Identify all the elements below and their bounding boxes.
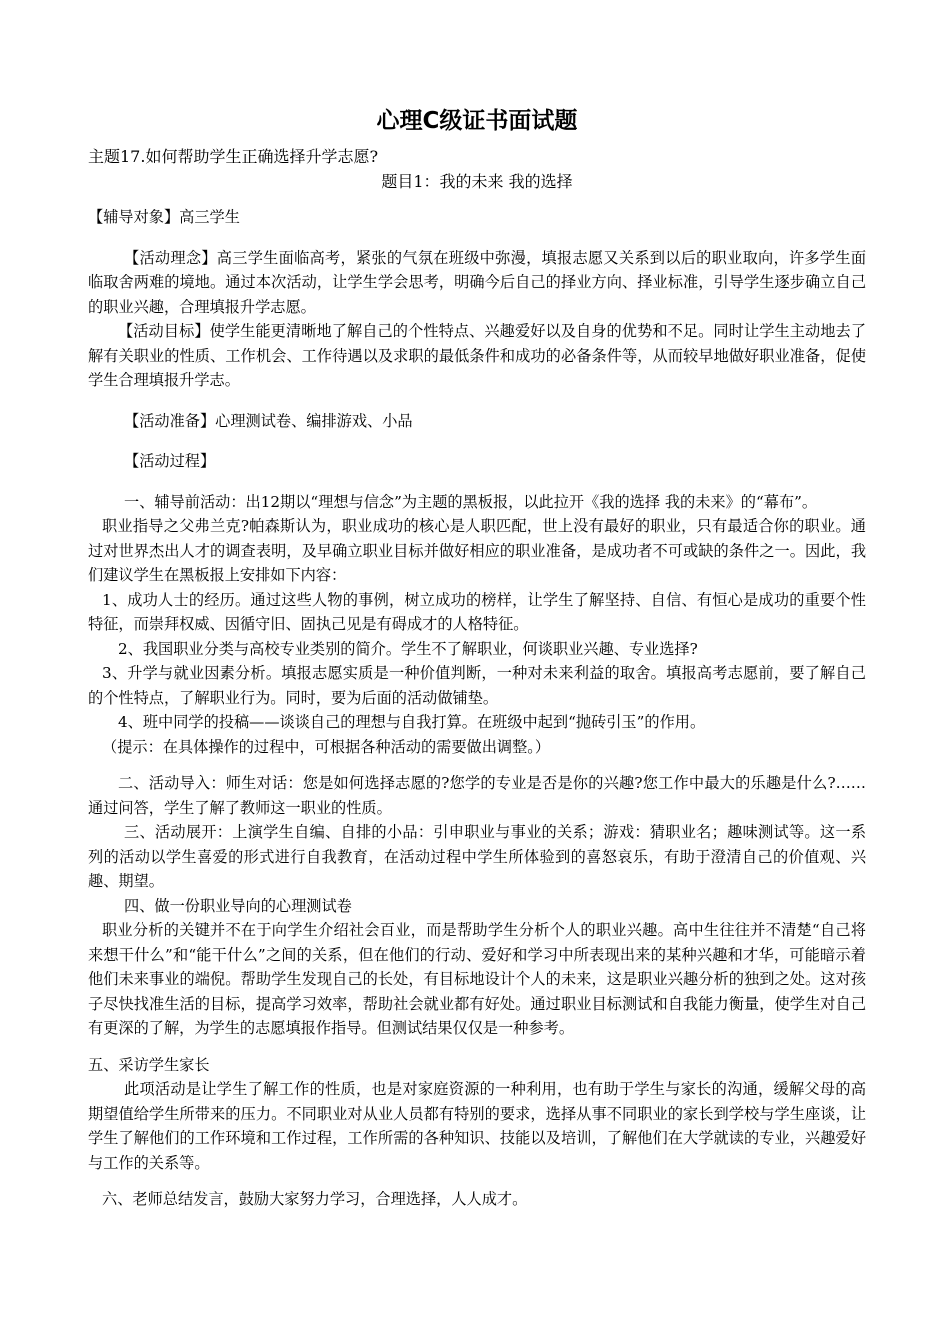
step-1-pre-activity: 一、辅导前活动：出12期以“理想与信念”为主题的黑板报，以此拉开《我的选择 我的未来》的“幕布”。 [124,492,818,511]
document-title: 心理C级证书面试题 [376,108,578,134]
document-page [88,100,866,1212]
career-analysis-paragraph: 职业分析的关键并不在于向学生介绍社会百业，而是帮助学生分析个人的职业兴趣。高中生往往并不清楚“自己将来想干什么”和“能干什么”之间的关系，但在他们的行动、爱好和学习中所表现出来的某种兴趣和才华，可能暗示着他们未来事业的端倪。帮助学生发现自己的长处，有目标地设计个人的未来，这是职业兴趣分析的独到之处。这对孩子尽快找准生活的目标，提高学习效率，帮助社会就业都有好处。通过职业目标测试和自我能力衡量，使学生对自己有更深的了解，为学生的志愿填报作指导。但测试结果仅仅是一种参考。 [88,921,866,1037]
subtitle-heading: 题目1：我的未来 我的选择 [381,172,573,191]
activity-goal: 【活动目标】使学生能更清晰地了解自己的个性特点、兴趣爱好以及自身的优势和不足。同时让学生主动地去了解有关职业的性质、工作机会、工作待遇以及求职的最低条件和成功的必备条件等，从而较早地做好职业准备，促使学生合理填报升学志。 [88,322,866,389]
parent-interview-paragraph: 此项活动是让学生了解工作的性质，也是对家庭资源的一种利用，也有助于学生与家长的沟通，缓解父母的高期望值给学生所带来的压力。不同职业对从业人员都有特别的要求，选择从事不同职业的家长到学校与学生座谈，让学生了解他们的工作环境和工作过程，工作所需的各种知识、技能以及培训，了解他们在大学就读的专业，兴趣爱好与工作的关系等。 [88,1080,866,1172]
list-item-4: 4、班中同学的投稿——谈谈自己的理想与自我打算。在班级中起到“抛砖引玉”的作用。 [118,713,706,731]
topic-heading: 主题17.如何帮助学生正确选择升学志愿? [88,147,379,166]
step-4-heading: 四、做一份职业导向的心理测试卷 [124,896,352,915]
list-item-1: 1、成功人士的经历。通过这些人物的事例，树立成功的榜样，让学生了解坚持、自信、有恒心是成功的重要个性特征，而崇拜权威、因循守旧、固执己见是有碍成才的人格特征。 [88,590,866,633]
target-audience: 【辅导对象】高三学生 [88,208,240,226]
activity-preparation: 【活动准备】心理测试卷、编排游戏、小品 [124,411,413,430]
step-5-heading: 五、采访学生家长 [88,1055,210,1074]
list-item-3: 3、升学与就业因素分析。填报志愿实质是一种价值判断，一种对未来利益的取舍。填报高考志愿前，要了解自己的个性特点，了解职业行为。同时，要为后面的活动做铺垫。 [88,664,866,707]
activity-concept: 【活动理念】高三学生面临高考，紧张的气氛在班级中弥漫，填报志愿又关系到以后的职业取向，许多学生面临取舍两难的境地。通过本次活动，让学生学会思考，明确今后自己的择业方向、择业标准，引导学生逐步确立自己的职业兴趣，合理填报升学志愿。 [88,248,866,316]
parsons-paragraph: 职业指导之父弗兰克?帕森斯认为，职业成功的核心是人职匹配，世上没有最好的职业，只有最适合你的职业。通过对世界杰出人才的调查表明，及早确立职业目标并做好相应的职业准备，是成功者不可或缺的条件之一。因此，我们建议学生在黑板报上安排如下内容： [88,517,866,584]
tip-note: （提示：在具体操作的过程中，可根据各种活动的需要做出调整。） [102,737,551,756]
step-6-summary: 六、老师总结发言，鼓励大家努力学习，合理选择，人人成才。 [102,1190,528,1208]
activity-process-heading: 【活动过程】 [124,452,216,470]
step-3-development: 三、活动展开：上演学生自编、自排的小品：引申职业与事业的关系；游戏：猜职业名；趣味测试等。这一系列的活动以学生喜爱的形式进行自我教育，在活动过程中学生所体验到的喜怒哀乐，有助于澄清自己的价值观、兴趣、期望。 [88,823,866,890]
list-item-2: 2、我国职业分类与高校专业类别的简介。学生不了解职业，何谈职业兴趣、专业选择? [118,639,698,658]
step-2-introduction: 二、活动导入：师生对话：您是如何选择志愿的?您学的专业是否是你的兴趣?您工作中最大的乐趣是什么?……通过问答，学生了解了教师这一职业的性质。 [88,774,866,817]
